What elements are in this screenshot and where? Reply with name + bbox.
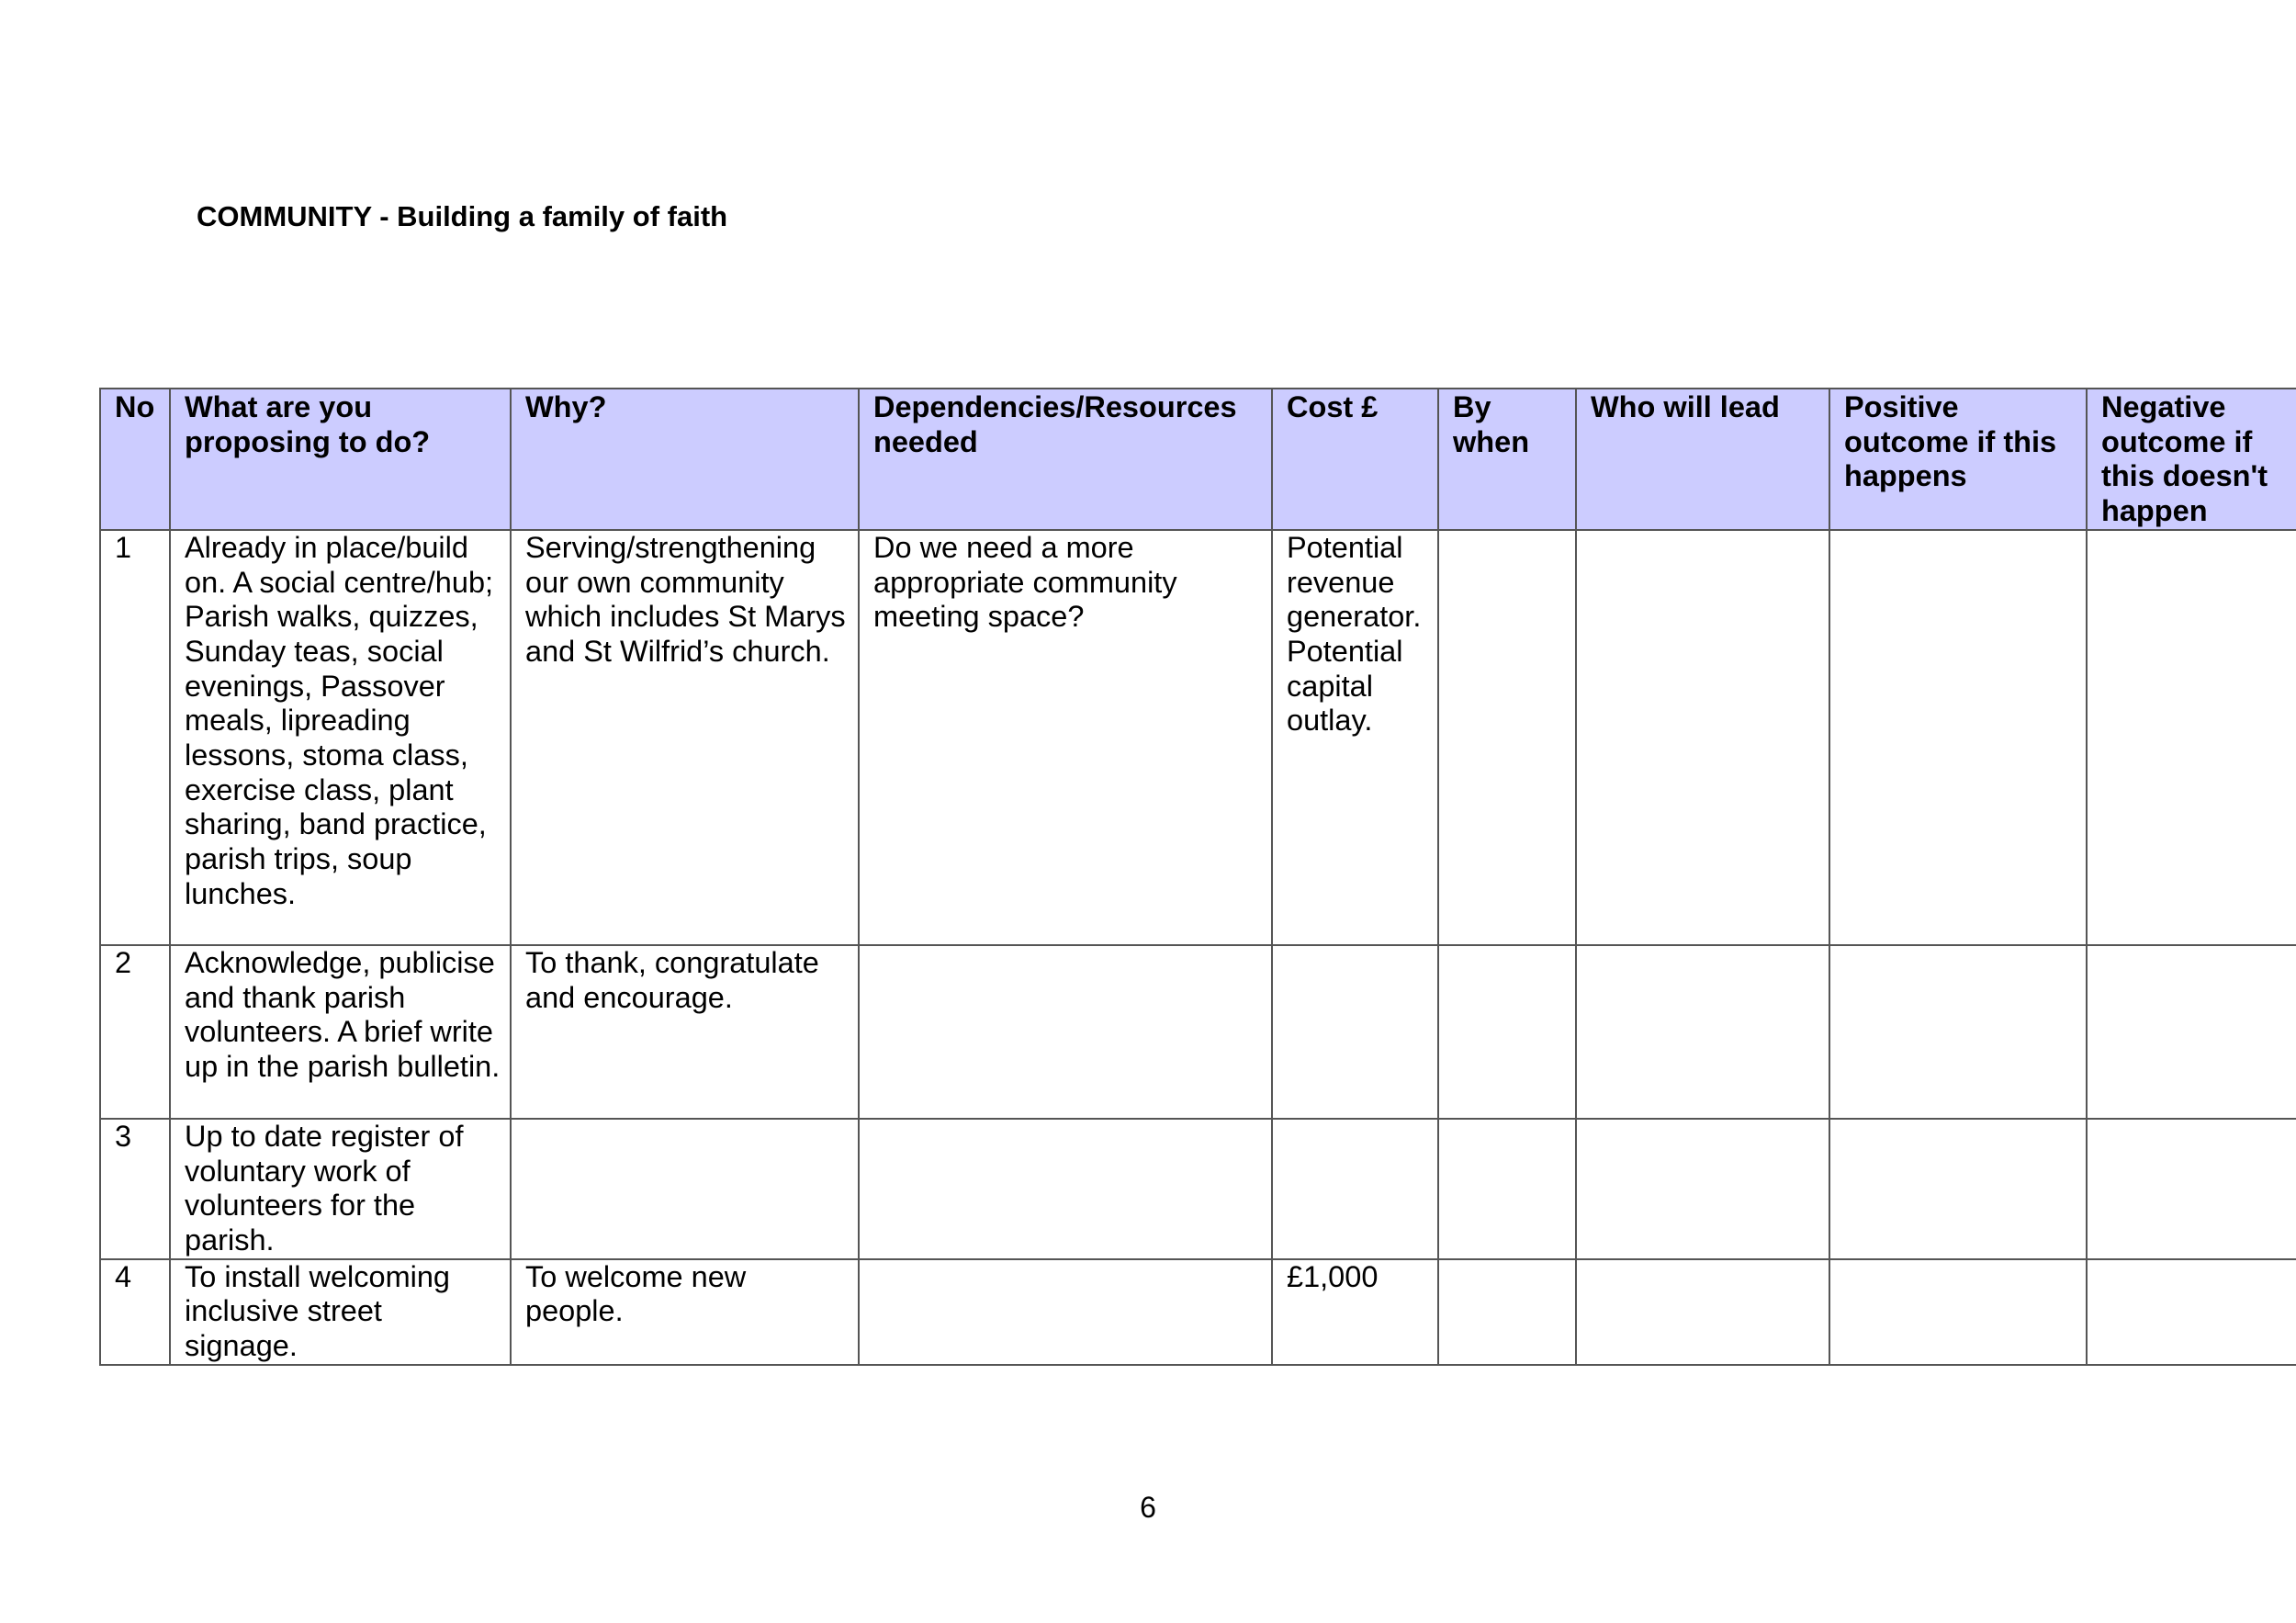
page-number: 6 [1140, 1491, 1156, 1524]
cell-who-leads [1576, 945, 1829, 1119]
table-row [100, 1119, 2296, 1259]
cell-positive [1829, 1119, 2087, 1259]
cell-negative [2087, 1259, 2296, 1365]
cell-negative [2087, 945, 2296, 1119]
header-what: What are you proposing to do? [170, 389, 511, 530]
header-by-when: By when [1438, 389, 1576, 530]
header-cost: Cost £ [1272, 389, 1438, 530]
cell-what: To install welcoming inclusive street signage. [170, 1259, 511, 1365]
cell-by-when [1438, 1259, 1576, 1365]
cell-cost: Potential revenue generator. Potential capital outlay. [1272, 530, 1438, 945]
cell-by-when [1438, 530, 1576, 945]
cell-what: Already in place/build on. A social centre/hub; Parish walks, quizzes, Sunday teas, social evenings, Passover meals, lipreading lessons, stoma class, exercise class, plant sharing, band practice, parish trips, soup lunches. [170, 530, 511, 945]
cell-negative [2087, 530, 2296, 945]
cell-cost: £1,000 [1272, 1259, 1438, 1365]
table-row [100, 530, 2296, 945]
cell-no: 4 [100, 1259, 170, 1365]
cell-positive [1829, 1259, 2087, 1365]
cell-positive [1829, 530, 2087, 945]
header-dependencies: Dependencies/Resources needed [859, 389, 1272, 530]
header-why: Why? [511, 389, 859, 530]
cell-cost [1272, 1119, 1438, 1259]
header-who-leads: Who will lead [1576, 389, 1829, 530]
cell-dependencies [859, 1119, 1272, 1259]
cell-why: To welcome new people. [511, 1259, 859, 1365]
cell-who-leads [1576, 1259, 1829, 1365]
table-header-row [100, 389, 2296, 530]
table-row [100, 1259, 2296, 1365]
cell-dependencies [859, 945, 1272, 1119]
cell-by-when [1438, 1119, 1576, 1259]
cell-no: 1 [100, 530, 170, 945]
cell-positive [1829, 945, 2087, 1119]
header-positive: Positive outcome if this happens [1829, 389, 2087, 530]
cell-who-leads [1576, 1119, 1829, 1259]
cell-why: To thank, congratulate and encourage. [511, 945, 859, 1119]
cell-why [511, 1119, 859, 1259]
page-title: COMMUNITY - Building a family of faith [197, 200, 728, 232]
cell-what: Acknowledge, publicise and thank parish volunteers. A brief write up in the parish bulletin. [170, 945, 511, 1119]
cell-cost [1272, 945, 1438, 1119]
cell-why: Serving/strengthening our own community which includes St Marys and St Wilfrid’s church. [511, 530, 859, 945]
header-negative: Negative outcome if this doesn't happen [2087, 389, 2296, 530]
cell-who-leads [1576, 530, 1829, 945]
header-no: No [100, 389, 170, 530]
cell-no: 3 [100, 1119, 170, 1259]
cell-no: 2 [100, 945, 170, 1119]
cell-what: Up to date register of voluntary work of volunteers for the parish. [170, 1119, 511, 1259]
table-row [100, 945, 2296, 1119]
cell-negative [2087, 1119, 2296, 1259]
cell-dependencies: Do we need a more appropriate community meeting space? [859, 530, 1272, 945]
cell-dependencies [859, 1259, 1272, 1365]
cell-by-when [1438, 945, 1576, 1119]
action-plan-table [99, 388, 2296, 1366]
